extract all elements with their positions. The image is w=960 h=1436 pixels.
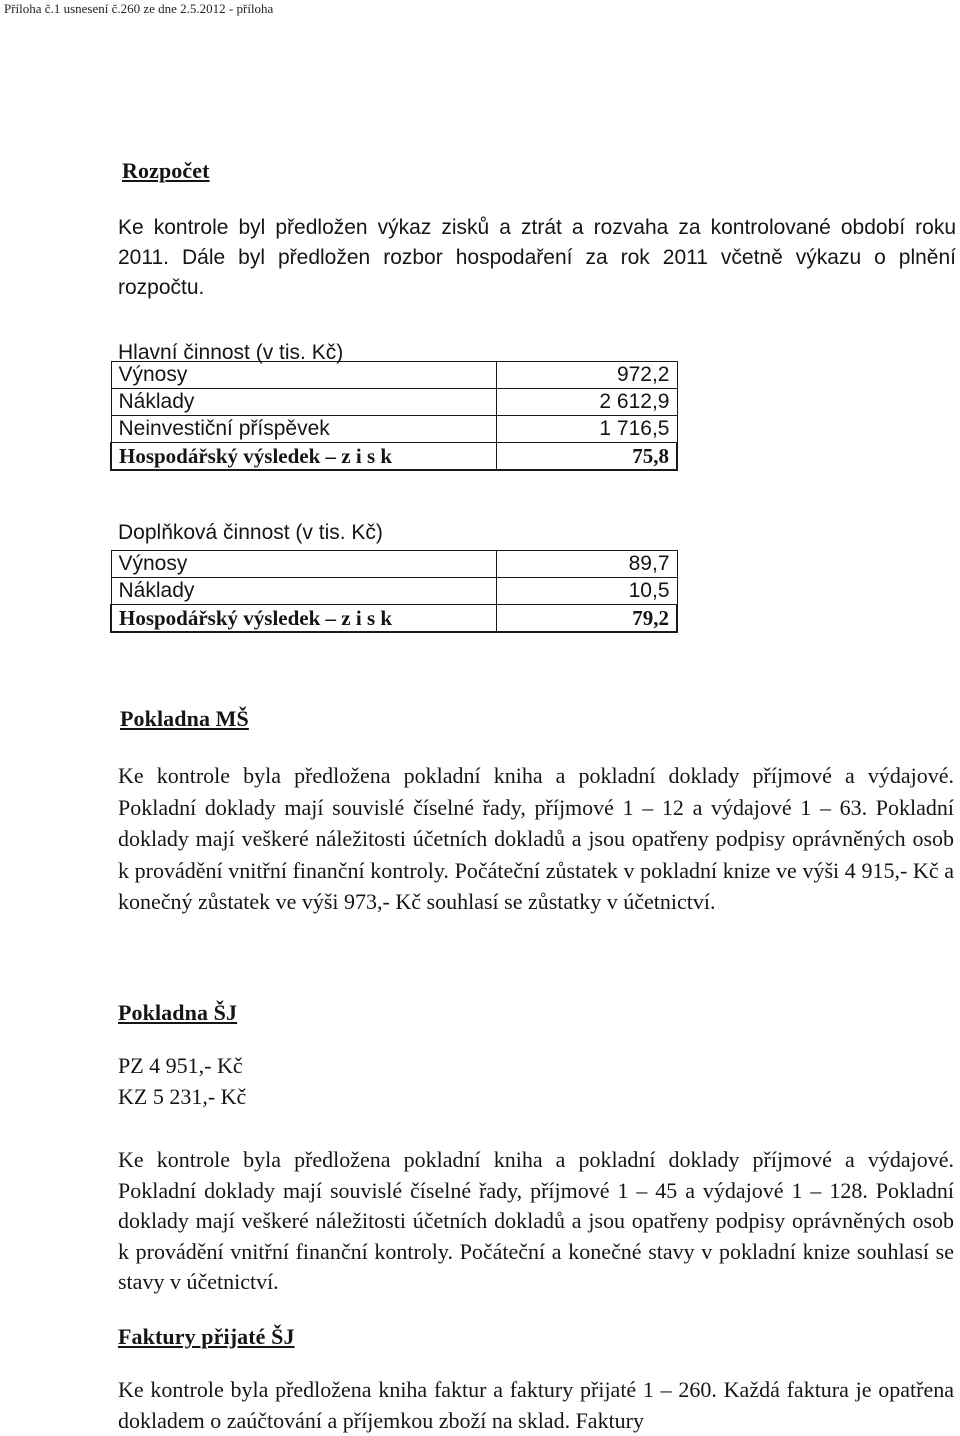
- table-row-total: [111, 443, 677, 471]
- kz-amount: KZ 5 231,- Kč: [118, 1084, 247, 1109]
- pz-amount: PZ 4 951,- Kč: [118, 1053, 243, 1078]
- row-label: Neinvestiční příspěvek: [111, 416, 497, 443]
- paragraph-pokladna-sj: Ke kontrole byla předložena pokladní kniha a pokladní doklady příjmové a výdajové. Pokladní doklady mají souvislé číselné řady, příjmové 1 – 45 a výdajové 1 – 128. Pokladní doklady mají veškeré náležitosti účetních dokladů a jsou opatřeny podpisy oprávněných osob k provádění vnitřní finanční kontroly. Počáteční a konečné stavy v pokladní knize souhlasí se stavy v účetnictví.: [118, 1147, 954, 1294]
- table-row: [111, 551, 677, 578]
- paragraph-pokladna-ms: Ke kontrole byla předložena pokladní kniha a pokladní doklady příjmové a výdajové. Pokladní doklady mají souvislé číselné řady, příjmové 1 – 12 a výdajové 1 – 63. Pokladní doklady mají veškeré náležitosti účetních dokladů a jsou opatřeny podpisy oprávněných osob k provádění vnitřní finanční kontroly. Počáteční zůstatek v pokladní knize ve výši 4 915,- Kč a konečný zůstatek ve výši 973,- Kč souhlasí se zůstatky v účetnictví.: [118, 763, 954, 914]
- total-value: 75,8: [497, 443, 678, 471]
- total-label: Hospodářský výsledek – z i s k: [111, 443, 497, 471]
- row-label: Výnosy: [111, 551, 497, 578]
- paragraph-faktury: Ke kontrole byla předložena kniha faktur a faktury přijaté 1 – 260. Každá faktura je opatřena dokladem o zaúčtování a příjemkou zboží na sklad. Faktury: [118, 1377, 954, 1433]
- total-value: 79,2: [497, 605, 678, 633]
- table-row: [111, 389, 677, 416]
- total-label: Hospodářský výsledek – z i s k: [111, 605, 497, 633]
- table-doplnkova-cinnost: [110, 550, 678, 633]
- row-label: Výnosy: [111, 362, 497, 389]
- table-row-total: [111, 605, 677, 633]
- row-value: 10,5: [497, 578, 678, 605]
- table-row: [111, 578, 677, 605]
- table-row: [111, 362, 677, 389]
- section-heading-pokladna-ms: Pokladna MŠ: [120, 706, 249, 731]
- row-value: 972,2: [497, 362, 678, 389]
- row-value: 2 612,9: [497, 389, 678, 416]
- row-label: Náklady: [111, 389, 497, 416]
- section-heading-rozpocet: Rozpočet: [122, 158, 210, 183]
- table-title-doplnkova: Doplňková činnost (v tis. Kč): [118, 521, 383, 544]
- table-row: [111, 416, 677, 443]
- row-value: 89,7: [497, 551, 678, 578]
- paragraph-rozpocet: Ke kontrole byl předložen výkaz zisků a ztrát a rozvaha za kontrolované období roku 2011. Dále byl předložen rozbor hospodaření za rok 2011 včetně výkazu o plnění rozpočtu.: [118, 216, 956, 299]
- table-title-hlavni: Hlavní činnost (v tis. Kč): [118, 341, 344, 364]
- table-hlavni-cinnost: [110, 361, 678, 471]
- section-heading-faktury: Faktury přijaté ŠJ: [118, 1324, 295, 1349]
- row-label: Náklady: [111, 578, 497, 605]
- row-value: 1 716,5: [497, 416, 678, 443]
- page-header: Příloha č.1 usnesení č.260 ze dne 2.5.2012 - příloha: [4, 1, 274, 16]
- section-heading-pokladna-sj: Pokladna ŠJ: [118, 1000, 238, 1025]
